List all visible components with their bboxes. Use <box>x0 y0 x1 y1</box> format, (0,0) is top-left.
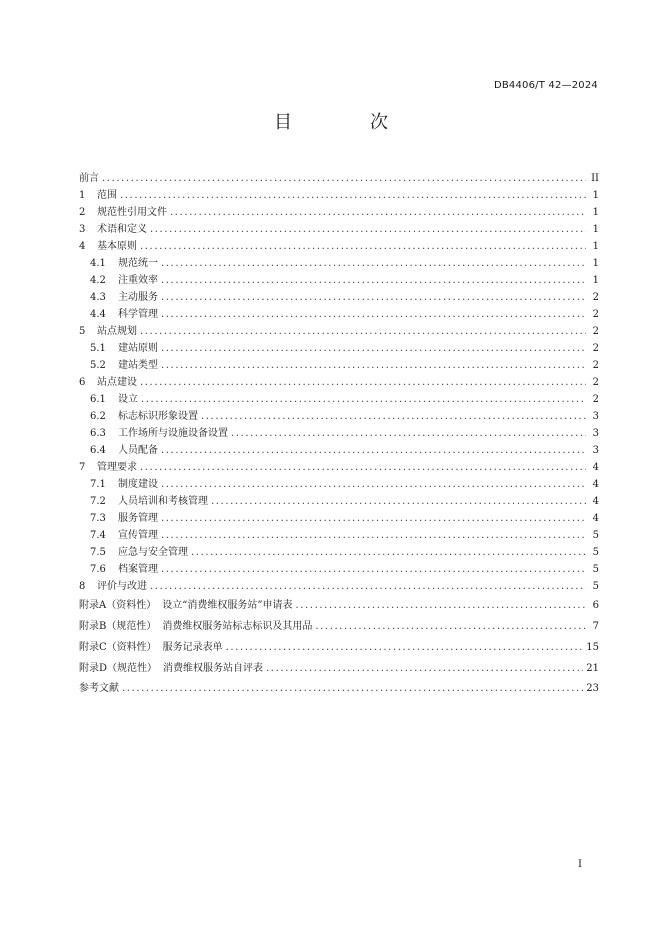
toc-leader-dots <box>161 306 586 323</box>
toc-entry-label: 消费维权服务站标志标识及其用品 <box>162 621 313 632</box>
toc-entry-page: 4 <box>592 496 599 507</box>
toc-entry-number: 7 <box>79 462 86 473</box>
toc-entry-page: 1 <box>592 190 599 201</box>
toc-entry[interactable] <box>79 510 599 527</box>
toc-entry-label: 应急与安全管理 <box>118 547 188 558</box>
toc-entry-number: 2 <box>79 207 86 218</box>
toc-leader-dots <box>231 425 586 442</box>
toc-appendix-prefix: 附录A（资料性） <box>79 600 157 611</box>
toc-entry-label: 规范性引用文件 <box>97 207 167 218</box>
toc-entry-number: 4.2 <box>90 275 106 286</box>
toc-appendix-prefix: 附录D（规范性） <box>79 663 158 674</box>
toc-entry-number: 7.4 <box>90 530 106 541</box>
toc-leader-dots <box>161 357 586 374</box>
toc-entry[interactable] <box>79 306 599 323</box>
toc-leader-dots <box>161 289 586 306</box>
toc-leader-dots <box>170 204 586 221</box>
toc-entry[interactable] <box>79 204 599 221</box>
toc-entry-page: 4 <box>592 462 599 473</box>
toc-entry[interactable] <box>79 374 599 391</box>
toc-appendix-prefix: 附录C（资料性） <box>79 642 157 653</box>
toc-entry[interactable] <box>79 637 599 658</box>
toc-entry-page: 6 <box>592 600 599 611</box>
toc-entry-page: 4 <box>592 479 599 490</box>
toc-leader-dots <box>295 595 586 616</box>
toc-entry-label: 术语和定义 <box>97 224 147 235</box>
toc-leader-dots <box>161 340 586 357</box>
toc-entry-label: 站点规划 <box>97 326 137 337</box>
toc-entry-number: 5.1 <box>90 343 106 354</box>
toc-entry[interactable] <box>79 289 599 306</box>
toc-entry-page: 1 <box>592 241 599 252</box>
toc-entry-page: 2 <box>592 343 599 354</box>
toc-entry-number: 6.3 <box>90 428 106 439</box>
toc-entry-page: 3 <box>592 445 599 456</box>
toc-entry-number: 4.4 <box>90 309 106 320</box>
toc-entry-number: 3 <box>79 224 86 235</box>
toc-entry[interactable] <box>79 527 599 544</box>
toc-entry-label: 服务记录表单 <box>162 642 223 653</box>
toc-entry-number: 7.1 <box>90 479 106 490</box>
toc-entry-page: 23 <box>586 683 599 694</box>
toc-entry-number: 6 <box>79 377 86 388</box>
toc-entry[interactable] <box>79 616 599 637</box>
toc-entry-label: 建站原则 <box>118 343 158 354</box>
toc-entry-page: 5 <box>592 581 599 592</box>
toc-entry[interactable] <box>79 442 599 459</box>
toc-entry-label: 管理要求 <box>97 462 137 473</box>
toc-leader-dots <box>315 616 586 637</box>
toc-entry-number: 7.5 <box>90 547 106 558</box>
toc-leader-dots <box>161 527 586 544</box>
toc-leader-dots <box>150 221 586 238</box>
toc-entry[interactable] <box>79 187 599 204</box>
toc-entry[interactable] <box>79 408 599 425</box>
toc-entry-page: 5 <box>592 530 599 541</box>
toc-leader-dots <box>226 637 584 658</box>
toc-entry[interactable] <box>79 221 599 238</box>
toc-entry[interactable] <box>79 391 599 408</box>
toc-entry-label: 设立“消费维权服务站”申请表 <box>162 600 293 611</box>
toc-leader-dots <box>266 658 583 679</box>
toc-leader-dots <box>140 323 586 340</box>
toc-leader-dots <box>150 578 586 595</box>
toc-leader-dots <box>201 408 586 425</box>
toc-entry[interactable] <box>79 595 599 616</box>
toc-entry-label: 评价与改进 <box>97 581 147 592</box>
toc-entry-number: 6.2 <box>90 411 106 422</box>
toc-leader-dots <box>161 561 586 578</box>
toc-entry-label: 前言 <box>79 173 99 184</box>
toc-entry-label: 标志标识形象设置 <box>118 411 198 422</box>
toc-entry-label: 人员配备 <box>118 445 158 456</box>
toc-entry-page: 1 <box>592 207 599 218</box>
toc-entry-number: 7.2 <box>90 496 106 507</box>
toc-entry[interactable] <box>79 561 599 578</box>
toc-leader-dots <box>140 238 586 255</box>
toc-entry[interactable] <box>79 544 599 561</box>
toc-entry-label: 规范统一 <box>118 258 158 269</box>
toc-entry[interactable] <box>79 658 599 679</box>
toc-entry-number: 7.3 <box>90 513 106 524</box>
toc-leader-dots <box>191 544 586 561</box>
toc-entry[interactable] <box>79 679 599 699</box>
toc-entry-number: 7.6 <box>90 564 106 575</box>
toc-entry-label: 注重效率 <box>118 275 158 286</box>
toc-entry[interactable] <box>79 425 599 442</box>
toc-leader-dots <box>120 187 586 204</box>
toc-entry-number: 4.1 <box>90 258 106 269</box>
toc-entry-page: 1 <box>592 275 599 286</box>
toc-entry[interactable] <box>79 272 599 289</box>
toc-entry-page: 5 <box>592 564 599 575</box>
toc-leader-dots <box>122 679 583 699</box>
doc-code: DB4406/T 42—2024 <box>493 80 598 91</box>
toc-entry-page: 5 <box>592 547 599 558</box>
toc-entry-label: 档案管理 <box>118 564 158 575</box>
toc-entry-page: 1 <box>592 224 599 235</box>
toc-entry-number: 5 <box>79 326 86 337</box>
toc-entry[interactable] <box>79 170 599 187</box>
toc-entry-page: 15 <box>586 642 599 653</box>
toc-entry-number: 8 <box>79 581 86 592</box>
toc-entry[interactable] <box>79 476 599 493</box>
toc-entry-page: 7 <box>592 621 599 632</box>
toc-entry[interactable] <box>79 578 599 595</box>
toc-entry-label: 站点建设 <box>97 377 137 388</box>
toc-entry-label: 参考文献 <box>79 683 119 694</box>
toc-entry-label: 制度建设 <box>118 479 158 490</box>
toc-entry-label: 消费维权服务站自评表 <box>163 663 264 674</box>
toc-leader-dots <box>141 391 586 408</box>
toc-entry-page: 4 <box>592 513 599 524</box>
toc-entry-number: 6.4 <box>90 445 106 456</box>
toc-entry[interactable] <box>79 323 599 340</box>
toc-entry-page: 3 <box>592 411 599 422</box>
toc-entry-page: 1 <box>592 258 599 269</box>
toc-entry-label: 建站类型 <box>118 360 158 371</box>
toc-leader-dots <box>140 459 586 476</box>
toc-leader-dots <box>102 170 586 187</box>
page-title: 目 次 <box>274 112 418 133</box>
toc-entry-label: 服务管理 <box>118 513 158 524</box>
toc-entry-page: 2 <box>592 292 599 303</box>
toc-entry-page: 21 <box>586 663 599 674</box>
toc-leader-dots <box>161 442 586 459</box>
table-of-contents <box>79 170 599 699</box>
toc-entry-label: 宣传管理 <box>118 530 158 541</box>
toc-leader-dots <box>161 510 586 527</box>
toc-entry-number: 5.2 <box>90 360 106 371</box>
toc-entry-label: 科学管理 <box>118 309 158 320</box>
toc-entry-number: 4.3 <box>90 292 106 303</box>
toc-entry-number: 4 <box>79 241 86 252</box>
page-number-footer: I <box>578 859 582 870</box>
toc-entry[interactable] <box>79 238 599 255</box>
toc-entry-number: 1 <box>79 190 86 201</box>
toc-leader-dots <box>211 493 586 510</box>
toc-entry-label: 工作场所与设施设备设置 <box>118 428 228 439</box>
toc-entry[interactable] <box>79 493 599 510</box>
toc-appendix-prefix: 附录B（规范性） <box>79 621 157 632</box>
toc-entry-number: 6.1 <box>90 394 106 405</box>
toc-entry-page: 2 <box>592 394 599 405</box>
toc-entry[interactable] <box>79 459 599 476</box>
toc-leader-dots <box>161 255 586 272</box>
toc-entry-page: 3 <box>592 428 599 439</box>
toc-entry-page: 2 <box>592 360 599 371</box>
toc-entry-page: II <box>591 173 599 184</box>
toc-entry-page: 2 <box>592 309 599 320</box>
toc-leader-dots <box>161 272 586 289</box>
toc-entry-label: 设立 <box>118 394 138 405</box>
toc-entry-label: 主动服务 <box>118 292 158 303</box>
toc-entry-label: 基本原则 <box>97 241 137 252</box>
toc-leader-dots <box>140 374 586 391</box>
toc-leader-dots <box>161 476 586 493</box>
toc-entry-label: 范围 <box>97 190 117 201</box>
toc-entry-label: 人员培训和考核管理 <box>118 496 208 507</box>
toc-entry-page: 2 <box>592 377 599 388</box>
toc-entry[interactable] <box>79 255 599 272</box>
toc-entry[interactable] <box>79 340 599 357</box>
toc-entry-page: 2 <box>592 326 599 337</box>
toc-entry[interactable] <box>79 357 599 374</box>
